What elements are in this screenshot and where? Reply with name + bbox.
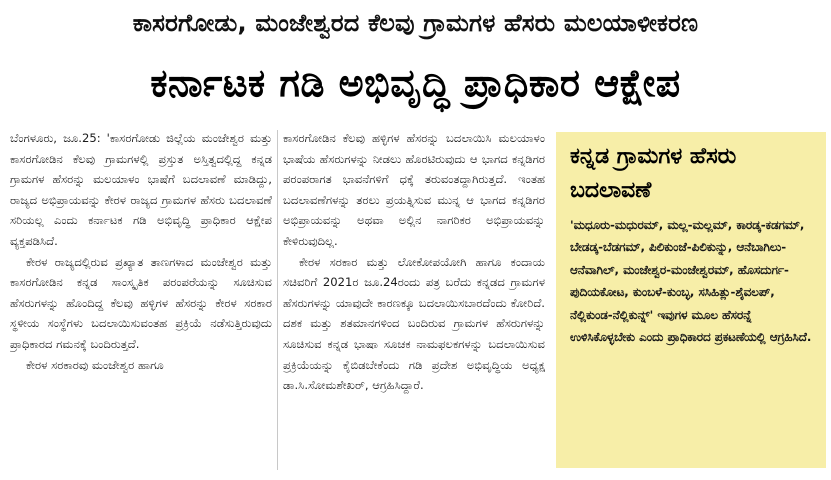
sidebar-title: ಕನ್ನಡ ಗ್ರಾಮಗಳ ಹೆಸರು ಬದಲಾವಣೆ	[570, 144, 737, 203]
main-headline: ಕರ್ನಾಟಕ ಗಡಿ ಅಭಿವೃದ್ಧಿ ಪ್ರಾಧಿಕಾರ ಆಕ್ಷೇಪ	[150, 60, 681, 105]
column-divider	[277, 130, 278, 470]
sidebar-body: 'ಮಧೂರು-ಮಧುರಮ್, ಮಲ್ಲ-ಮಲ್ಲಮ್, ಕಾರಡ್ಕ-ಕಡಗಮ್, ಬೇಡಡ್ಕ-ಬೆಡಗಮ್, ಪಿಲಿಕುಂಜೆ-ಪಿಲಿಕುನ್ನು, ಆನೆಬಾಗಿಲು-ಆನೆವಾಗಿಲ್, ಮಂಜೇಶ್ವರ-ಮಂಜೇಶ್ವರಮ್, ಹೊಸದುರ್ಗ-ಪುದಿಯಕೋಟ, ಕುಂಬಳೆ-ಕುಂಬ್ಳ, ಸಸಿಹಿತ್ಲು-ಶೈವಲಪ್, ನೆಲ್ಲಿಕುಂಡ-ನೆಲ್ಲಿಕುನ್ನ್' ಇವುಗಳ ಮೂಲ ಹೆಸರನ್ನೆ ಉಳಿಸಿಕೊಳ್ಳಬೇಕು ಎಂದು ಪ್ರಾಧಿಕಾರದ ಪ್ರಕಟಣೆಯಲ್ಲಿ ಆಗ್ರಹಿಸಿದೆ.	[570, 218, 812, 345]
column1-paragraph-3: ಕೇರಳ ಸರಕಾರವು ಮಂಜೇಶ್ವರ ಹಾಗೂ	[26, 357, 164, 372]
sidebar-box	[556, 132, 826, 468]
article-column-1	[10, 128, 272, 474]
kicker-headline: ಕಾಸರಗೋಡು, ಮಂಜೇಶ್ವರದ ಕೆಲವು ಗ್ರಾಮಗಳ ಹೆಸರು ಮಲಯಾಳೀಕರಣ	[132, 9, 699, 37]
column1-paragraph-2: ಕೇರಳ ರಾಜ್ಯದಲ್ಲಿರುವ ಪ್ರಖ್ಯಾತ ತಾಣಗಳಾದ ಮಂಜೇಶ್ವರ ಮತ್ತು ಕಾಸರಗೋಡಿನ ಕನ್ನಡ ಸಾಂಸ್ಕೃತಿಕ ಪರಂಪರೆಯನ್ನು ಸೂಚಿಸುವ ಹೆಸರುಗಳನ್ನು ಹೊಂದಿದ್ದ ಕೆಲವು ಹಳ್ಳಿಗಳ ಹೆಸರನ್ನು ಕೇರಳ ಸರಕಾರ ಸ್ಥಳೀಯ ಸಂಸ್ಥೆಗಳು ಬದಲಾಯಿಸುವಂತಹ ಪ್ರಕ್ರಿಯೆ ನಡೆಸುತ್ತಿರುವುದು ಪ್ರಾಧಿಕಾರದ ಗಮನಕ್ಕೆ ಬಂದಿರುತ್ತದೆ.	[10, 254, 272, 351]
article-column-2	[283, 128, 545, 474]
column2-paragraph-1: ಕಾಸರಗೋಡಿನ ಕೆಲವು ಹಳ್ಳಿಗಳ ಹೆಸರನ್ನು ಬದಲಾಯಿಸಿ ಮಲಯಾಳಂ ಭಾಷೆಯ ಹೆಸರುಗಳನ್ನು ನೀಡಲು ಹೊರಟಿರುವುದು ಆ ಭಾಗದ ಕನ್ನಡಿಗರ ಪರಂಪರಾಗತ ಭಾವನೆಗಳಿಗೆ ಧಕ್ಕೆ ತರುವಂತದ್ದಾಗಿರುತ್ತದೆ. ಇಂತಹ ಬದಲಾವಣೆಗಳನ್ನು ತರಲು ಪ್ರಯತ್ನಿಸುವ ಮುನ್ನ ಆ ಭಾಗದ ಕನ್ನಡಿಗರ ಅಭಿಪ್ರಾಯವನ್ನು ಅಥವಾ ಅಲ್ಲಿನ ನಾಗರಿಕರ ಅಭಿಪ್ರಾಯವನ್ನು ಕೇಳಿರುವುದಿಲ್ಲ.	[283, 131, 545, 248]
column1-paragraph-1: ಬೆಂಗಳೂರು, ಜೂ.25: 'ಕಾಸರಗೋಡು ಜಿಲ್ಲೆಯ ಮಂಜೇಶ್ವರ ಮತ್ತು ಕಾಸರಗೋಡಿನ ಕೆಲವು ಗ್ರಾಮಗಳಲ್ಲಿ ಪ್ರಸ್ತುತ ಅಸ್ತಿತ್ವದಲ್ಲಿದ್ದ ಕನ್ನಡ ಗ್ರಾಮಗಳ ಹೆಸರನ್ನು ಮಲಯಾಳಂ ಭಾಷೆಗೆ ಬದಲಾವಣೆ ಮಾಡಿದ್ದು, ರಾಜ್ಯದ ಅಭಿಪ್ರಾಯವನ್ನು ಕೇರಳ ರಾಜ್ಯದ ಗ್ರಾಮಗಳ ಹೆಸರು ಬದಲಾವಣೆ ಸರಿಯಲ್ಲ ಎಂದು ಕರ್ನಾಟಕ ಗಡಿ ಅಭಿವೃದ್ಧಿ ಪ್ರಾಧಿಕಾರ ಆಕ್ಷೇಪ ವ್ಯಕ್ತಪಡಿಸಿದೆ.	[10, 131, 272, 248]
column2-paragraph-2: ಕೇರಳ ಸರಕಾರ ಮತ್ತು ಲೋಕೋಪಯೋಗಿ ಹಾಗೂ ಕಂದಾಯ ಸಚಿವರಿಗೆ 2021ರ ಜೂ.24ರಂದು ಪತ್ರ ಬರೆದು ಕನ್ನಡದ ಗ್ರಾಮಗಳ ಹೆಸರುಗಳನ್ನು ಯಾವುದೇ ಕಾರಣಕ್ಕೂ ಬದಲಾಯಿಸಬಾರದೆಂದು ಕೋರಿದೆ. ದಶಕ ಮತ್ತು ಶತಮಾನಗಳಿಂದ ಬಂದಿರುವ ಗ್ರಾಮಗಳ ಹೆಸರುಗಳನ್ನು ಸೂಚಿಸುವ ಕನ್ನಡ ಭಾಷಾ ಸೂಚಕ ನಾಮಫಲಕಗಳನ್ನು ಬದಲಾಯಿಸುವ ಪ್ರಕ್ರಿಯೆಯನ್ನು ಕೈಬಿಡಬೇಕೆಂದು ಗಡಿ ಪ್ರದೇಶ ಅಭಿವೃದ್ಧಿಯ ಅಧ್ಯಕ್ಷ ಡಾ.ಸಿ.ಸೋಮಶೇಖರ್, ಆಗ್ರಹಿಸಿದ್ದಾರೆ.	[283, 254, 545, 393]
